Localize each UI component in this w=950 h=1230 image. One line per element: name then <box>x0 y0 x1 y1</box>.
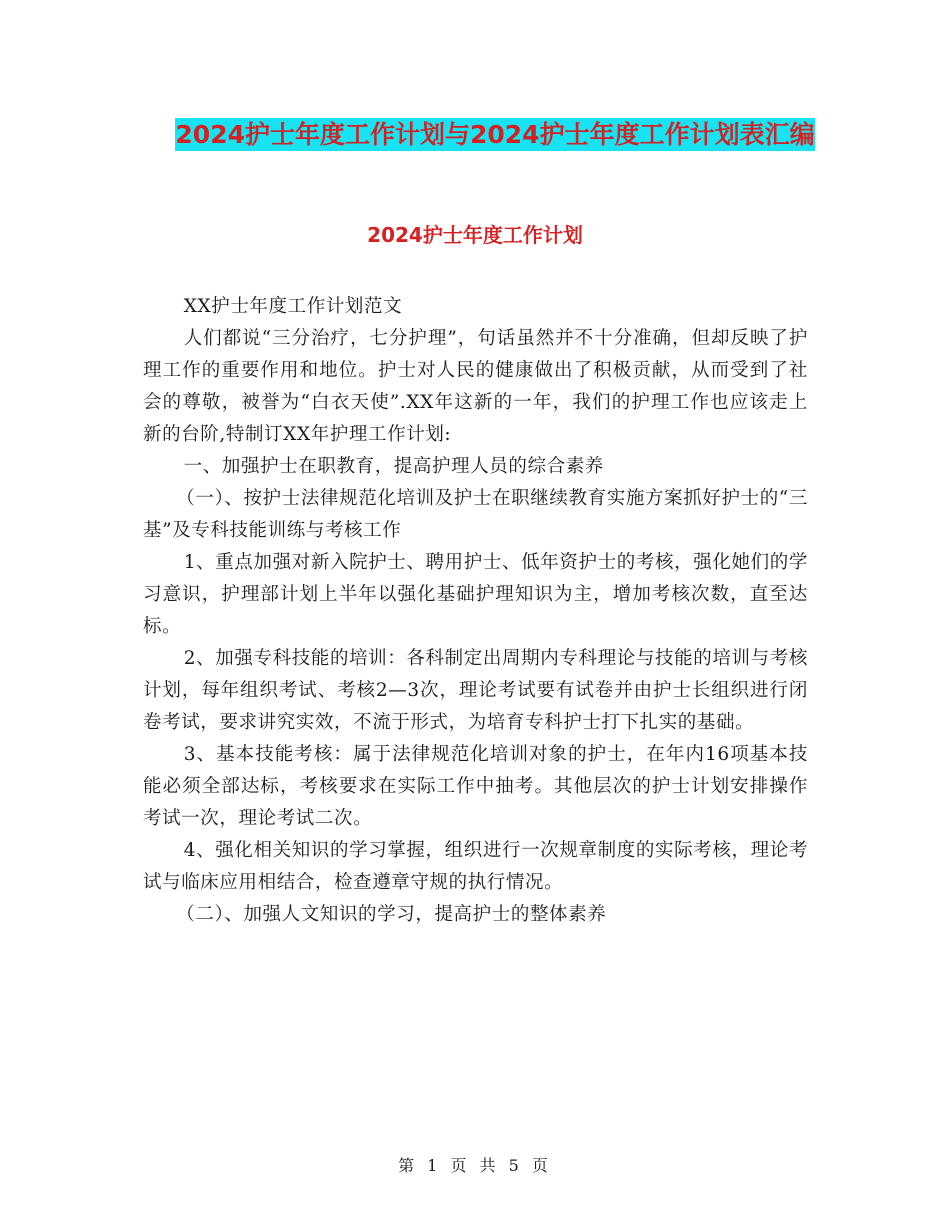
page-footer: 第 1 页 共 5 页 <box>398 1156 552 1175</box>
paragraph-subsection-one: （一）、按护士法律规范化培训及护士在职继续教育实施方案抓好护士的“三基”及专科技能训练与考核工作 <box>143 488 808 541</box>
document-body <box>143 291 808 931</box>
paragraph-intro: 人们都说“三分治疗，七分护理”，句话虽然并不十分准确，但却反映了护理工作的重要作用和地位。护士对人民的健康做出了积极贡献，从而受到了社会的尊敬，被誉为“白衣天使”.XX年这新的一年，我们的护理工作也应该走上新的台阶,特制订XX年护理工作计划: <box>143 328 808 445</box>
paragraph-item-4: 4、强化相关知识的学习掌握，组织进行一次规章制度的实际考核，理论考试与临床应用相结合，检查遵章守规的执行情况。 <box>143 840 808 893</box>
section-title: 2024护士年度工作计划 <box>367 223 583 247</box>
paragraph-item-1: 1、重点加强对新入院护士、聘用护士、低年资护士的考核，强化她们的学习意识，护理部计划上半年以强化基础护理知识为主，增加考核次数，直至达标。 <box>143 552 808 637</box>
paragraph-item-3: 3、基本技能考核：属于法律规范化培训对象的护士，在年内16项基本技能必须全部达标，考核要求在实际工作中抽考。其他层次的护士计划安排操作考试一次，理论考试二次。 <box>143 744 808 829</box>
paragraph-item-2: 2、加强专科技能的培训：各科制定出周期内专科理论与技能的培训与考核计划，每年组织考试、考核2—3次，理论考试要有试卷并由护士长组织进行闭卷考试，要求讲究实效，不流于形式，为培育专科护士打下扎实的基础。 <box>143 648 808 733</box>
paragraph-subsection-two: （二）、加强人文知识的学习，提高护士的整体素养 <box>176 904 607 925</box>
paragraph-section-one: 一、加强护士在职教育，提高护理人员的综合素养 <box>183 456 604 477</box>
document-title <box>140 112 850 158</box>
paragraph-heading: XX护士年度工作计划范文 <box>183 296 403 317</box>
document-title-text: 2024护士年度工作计划与2024护士年度工作计划表汇编 <box>175 120 815 149</box>
